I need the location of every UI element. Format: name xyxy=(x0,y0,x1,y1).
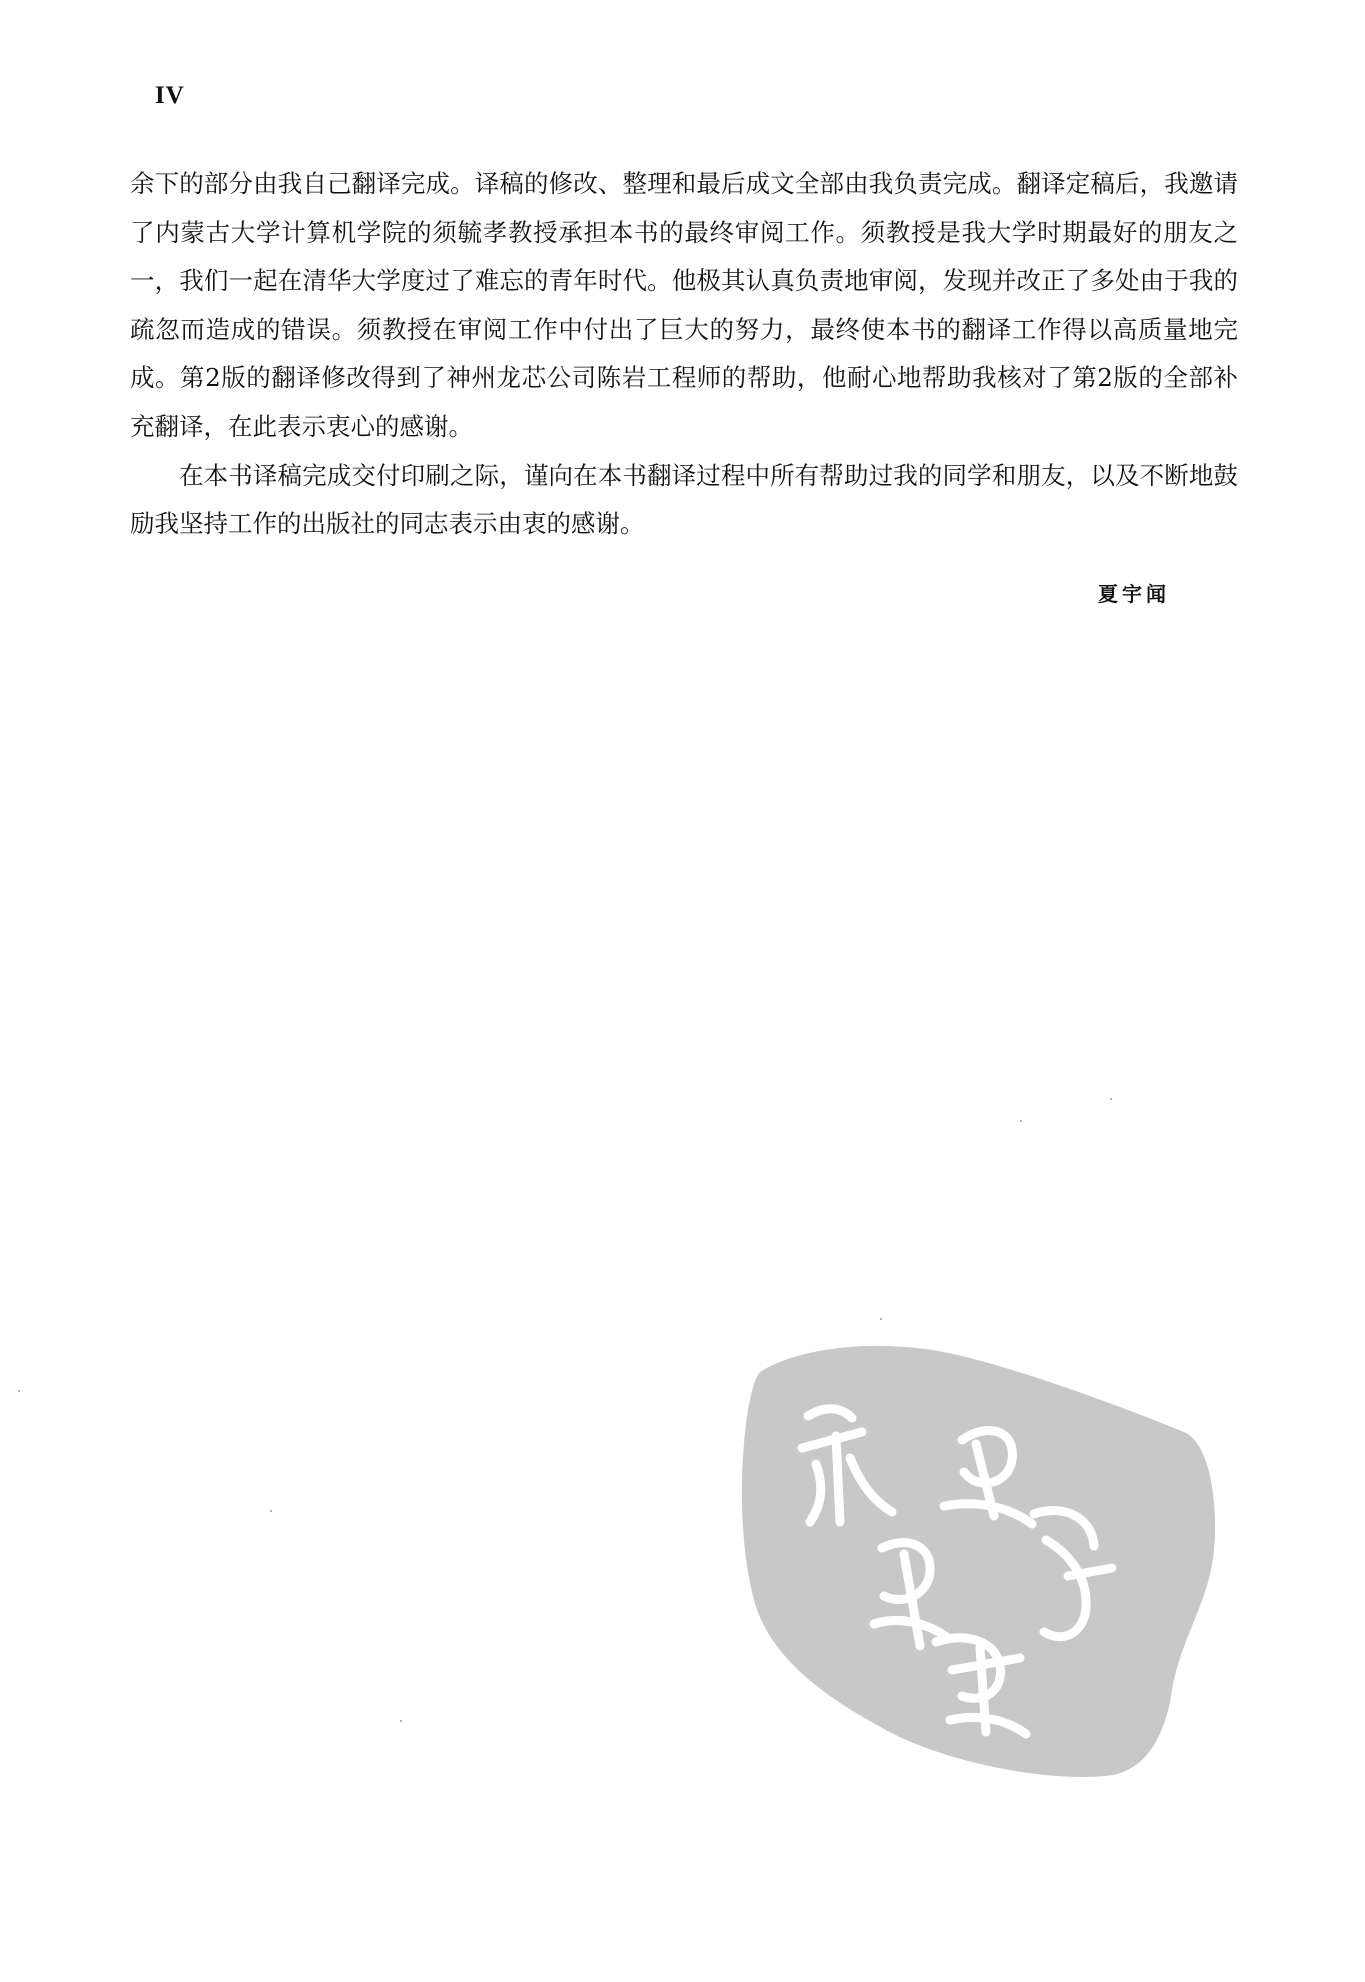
scan-speck xyxy=(400,1720,402,1722)
scan-speck xyxy=(18,1390,20,1392)
body-text xyxy=(130,160,1238,549)
paragraph-2: 在本书译稿完成交付印刷之际，谨向在本书翻译过程中所有帮助过我的同学和朋友，以及不断地鼓励我坚持工作的出版社的同志表示由衷的感谢。 xyxy=(130,460,1238,539)
paragraph-1: 余下的部分由我自己翻译完成。译稿的修改、整理和最后成文全部由我负责完成。翻译定稿后，我邀请了内蒙古大学计算机学院的须毓孝教授承担本书的最终审阅工作。须教授是我大学时期最好的朋友之一，我们一起在清华大学度过了难忘的青年时代。他极其认真负责地审阅，发现并改正了多处由于我的疏忽而造成的错误。须教授在审阅工作中付出了巨大的努力，最终使本书的翻译工作得以高质量地完成。第2版的翻译修改得到了神州龙芯公司陈岩工程师的帮助，他耐心地帮助我核对了第2版的全部补充翻译，在此表示衷心的感谢。 xyxy=(130,169,1238,441)
scan-speck xyxy=(1110,1098,1112,1100)
page-number: IV xyxy=(155,82,185,109)
scan-speck xyxy=(880,1318,882,1320)
seal-stamp-icon xyxy=(740,1340,1220,1780)
scan-speck xyxy=(270,1510,272,1512)
translator-signature: 夏宇闻 xyxy=(1098,582,1170,606)
scan-speck xyxy=(1020,1120,1022,1122)
